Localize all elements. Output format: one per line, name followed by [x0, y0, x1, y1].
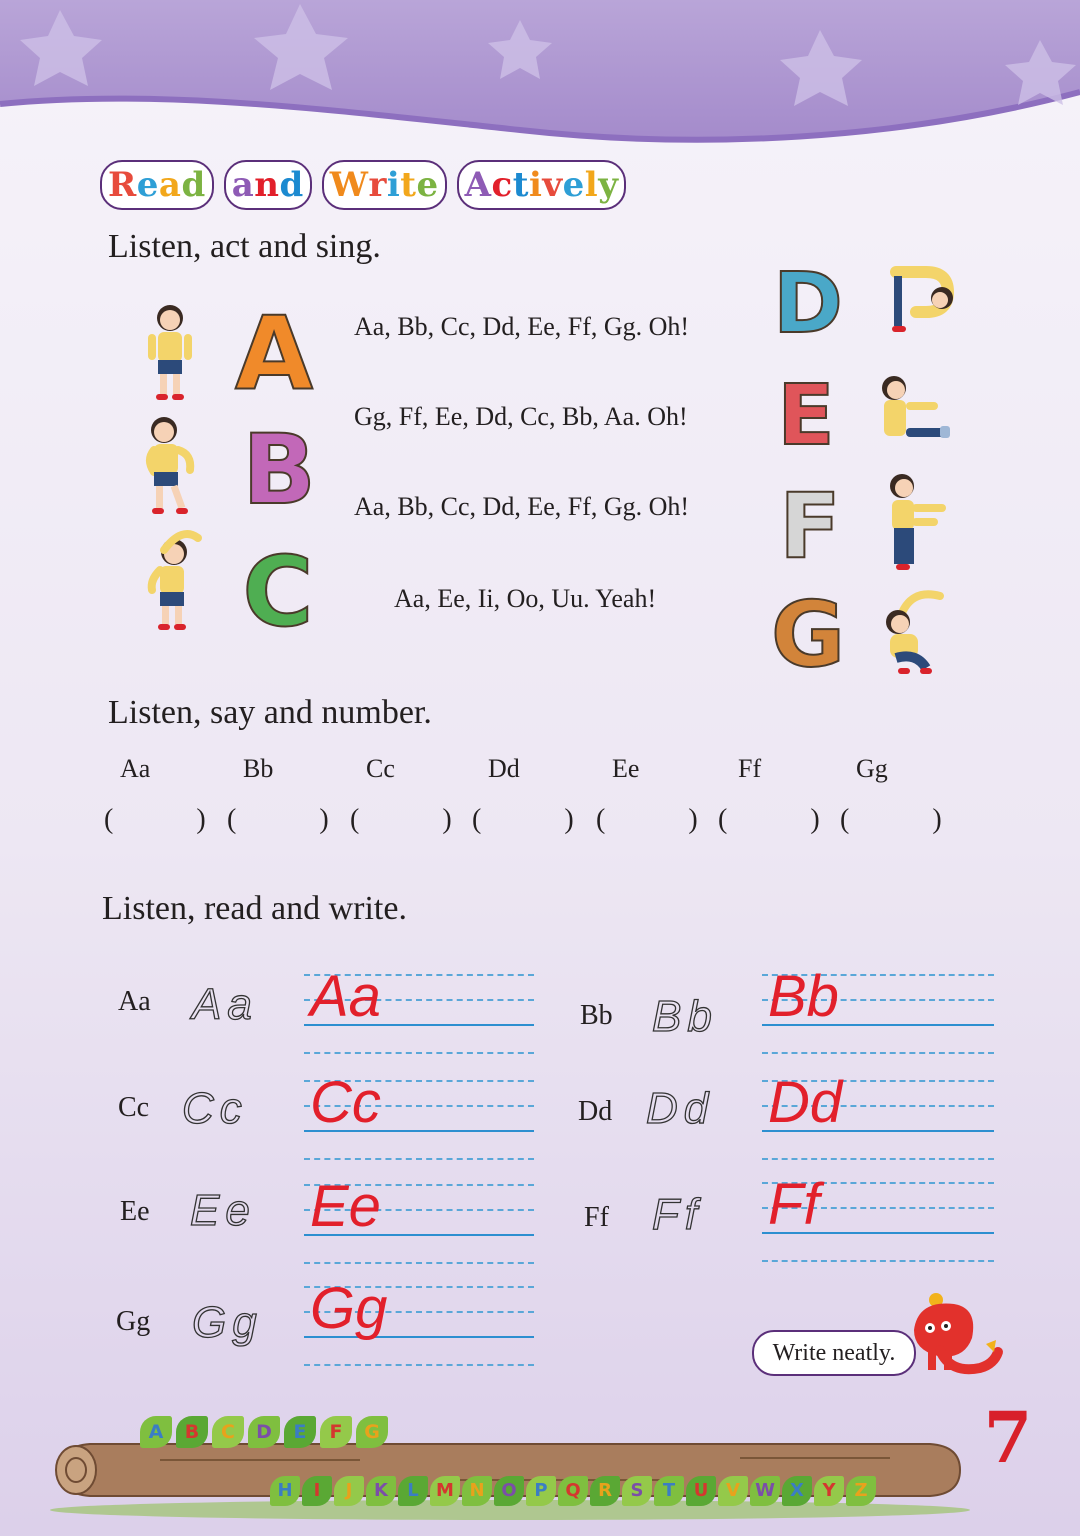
number-answer-blank-bb[interactable]: ( ): [227, 804, 367, 835]
model-writing-cc: Cc: [310, 1070, 381, 1135]
leaf-letter-q: Q: [558, 1476, 588, 1506]
leaf-letter-f: F: [320, 1416, 352, 1448]
header-band: [0, 0, 1080, 150]
writing-lines-bb[interactable]: [762, 964, 994, 1054]
trace-letters-ee: Ee: [190, 1186, 256, 1235]
title-letter: y: [598, 165, 619, 205]
lyric-line-3: Aa, Bb, Cc, Dd, Ee, Ff, Gg. Oh!: [354, 492, 690, 521]
title-word-4: [457, 160, 627, 210]
leaf-letter-v: V: [718, 1476, 748, 1506]
trace-letters-cc: Cc: [182, 1084, 248, 1133]
lyric-line-2: Gg, Ff, Ee, Dd, Cc, Bb, Aa. Oh!: [354, 402, 688, 431]
title-letter: a: [158, 165, 182, 205]
model-writing-ee: Ee: [310, 1174, 381, 1239]
leaf-letter-u: U: [686, 1476, 716, 1506]
leaf-letter-d: D: [248, 1416, 280, 1448]
write-label-bb: Bb: [580, 1000, 613, 1031]
leaf-letter-t: T: [654, 1476, 684, 1506]
heading-act-sing: Listen, act and sing.: [108, 228, 381, 265]
leaf-letter-s: S: [622, 1476, 652, 1506]
letter-c-illustration: [236, 534, 320, 648]
trace-letters-dd: Dd: [646, 1084, 715, 1133]
letter-glyph-b: B: [242, 412, 316, 526]
number-answer-blank-ee[interactable]: ( ): [596, 804, 736, 835]
letter-glyph-a: A: [234, 294, 314, 413]
trace-letters-bb: Bb: [652, 992, 718, 1041]
title-letter: n: [254, 165, 280, 205]
leaf-letter-y: Y: [814, 1476, 844, 1506]
girl-pose-b-illustration: [140, 412, 200, 518]
leaf-letter-j: J: [334, 1476, 364, 1506]
model-writing-aa: Aa: [310, 964, 381, 1029]
title-letter: t: [512, 165, 529, 205]
writing-lines-dd[interactable]: [762, 1070, 994, 1160]
title-letter: l: [584, 165, 599, 205]
tip-speech-bubble: Write neatly.: [752, 1330, 916, 1376]
letter-a-illustration: [232, 294, 316, 413]
number-answer-blank-gg[interactable]: ( ): [840, 804, 980, 835]
title-letter: a: [231, 165, 255, 205]
trace-letters-aa: Aa: [192, 980, 258, 1029]
title-word-2: [224, 160, 312, 210]
title-letter: i: [386, 165, 401, 205]
girl-pose-d-illustration: [886, 262, 956, 338]
letter-d-illustration: [770, 254, 846, 352]
title-letter: d: [279, 165, 304, 205]
model-writing-dd: Dd: [768, 1070, 843, 1135]
letter-glyph-e: E: [777, 366, 835, 464]
girl-pose-a-illustration: [140, 300, 200, 404]
number-letter-cc: Cc: [366, 754, 395, 783]
page-number: 7: [983, 1396, 1033, 1479]
model-writing-bb: Bb: [768, 964, 839, 1029]
title-letter: v: [542, 165, 563, 205]
letter-glyph-c: C: [242, 534, 314, 648]
footer-leaf-letters-top: [140, 1416, 392, 1452]
lyric-line-4: Aa, Ee, Ii, Oo, Uu. Yeah!: [394, 584, 657, 613]
title-letter: A: [464, 165, 492, 205]
heading-read-write: Listen, read and write.: [102, 890, 407, 927]
number-letter-bb: Bb: [243, 754, 274, 783]
title-letter: t: [400, 165, 417, 205]
letter-g-illustration: [770, 582, 846, 688]
number-letter-ee: Ee: [612, 754, 640, 783]
leaf-letter-r: R: [590, 1476, 620, 1506]
leaf-letter-x: X: [782, 1476, 812, 1506]
number-answer-blank-aa[interactable]: ( ): [104, 804, 244, 835]
title-letter: e: [562, 165, 585, 205]
title-letter: r: [368, 165, 387, 205]
write-label-aa: Aa: [118, 986, 151, 1017]
leaf-letter-m: M: [430, 1476, 460, 1506]
girl-pose-f-illustration: [880, 470, 950, 574]
section-title: [100, 160, 626, 220]
leaf-letter-o: O: [494, 1476, 524, 1506]
girl-pose-c-illustration: [140, 530, 204, 632]
write-label-gg: Gg: [116, 1306, 151, 1337]
number-answer-blank-cc[interactable]: ( ): [350, 804, 490, 835]
title-letter: e: [416, 165, 439, 205]
leaf-letter-c: C: [212, 1416, 244, 1448]
leaf-letter-b: B: [176, 1416, 208, 1448]
trace-letters-ff: Ff: [652, 1190, 704, 1239]
number-letter-gg: Gg: [856, 754, 888, 783]
number-answer-blank-dd[interactable]: ( ): [472, 804, 612, 835]
writing-lines-gg[interactable]: [304, 1276, 534, 1366]
writing-lines-aa[interactable]: [304, 964, 534, 1054]
leaf-letter-n: N: [462, 1476, 492, 1506]
leaf-letter-a: A: [140, 1416, 172, 1448]
leaf-letter-i: I: [302, 1476, 332, 1506]
letter-glyph-d: D: [773, 254, 843, 352]
number-letter-dd: Dd: [488, 754, 520, 783]
leaf-letter-p: P: [526, 1476, 556, 1506]
title-letter: W: [329, 165, 369, 205]
leaf-letter-k: K: [366, 1476, 396, 1506]
lyric-line-1: Aa, Bb, Cc, Dd, Ee, Ff, Gg. Oh!: [354, 312, 690, 341]
leaf-letter-h: H: [270, 1476, 300, 1506]
number-letter-ff: Ff: [738, 754, 762, 783]
leaf-letter-z: Z: [846, 1476, 876, 1506]
letter-glyph-f: F: [779, 474, 841, 580]
write-label-dd: Dd: [578, 1096, 613, 1127]
title-letter: d: [181, 165, 206, 205]
leaf-letter-e: E: [284, 1416, 316, 1448]
write-label-ee: Ee: [120, 1196, 150, 1227]
leaf-letter-g: G: [356, 1416, 388, 1448]
writing-lines-ee[interactable]: [304, 1174, 534, 1264]
letter-b-illustration: [242, 412, 316, 526]
letter-e-illustration: [776, 366, 836, 464]
title-letter: c: [491, 165, 513, 205]
writing-lines-cc[interactable]: [304, 1070, 534, 1160]
model-writing-gg: Gg: [310, 1276, 388, 1341]
footer-leaf-letters-bottom: [270, 1476, 878, 1510]
write-label-cc: Cc: [118, 1092, 150, 1123]
title-letter: R: [108, 165, 137, 205]
dragon-mascot-illustration: [906, 1290, 1002, 1386]
girl-pose-e-illustration: [876, 372, 956, 444]
letter-glyph-g: G: [770, 582, 846, 688]
write-label-ff: Ff: [584, 1202, 609, 1233]
writing-lines-ff[interactable]: [762, 1172, 994, 1262]
trace-letters-gg: Gg: [192, 1298, 263, 1347]
number-letter-aa: Aa: [120, 754, 151, 783]
model-writing-ff: Ff: [768, 1172, 820, 1237]
number-answer-blank-ff[interactable]: ( ): [718, 804, 858, 835]
title-word-3: [322, 160, 447, 210]
girl-pose-g-illustration: [876, 588, 952, 680]
heading-say-number: Listen, say and number.: [108, 694, 432, 731]
letter-f-illustration: [779, 474, 841, 580]
leaf-letter-w: W: [750, 1476, 780, 1506]
title-word-1: [100, 160, 214, 210]
title-letter: i: [528, 165, 543, 205]
leaf-letter-l: L: [398, 1476, 428, 1506]
title-letter: e: [136, 165, 159, 205]
